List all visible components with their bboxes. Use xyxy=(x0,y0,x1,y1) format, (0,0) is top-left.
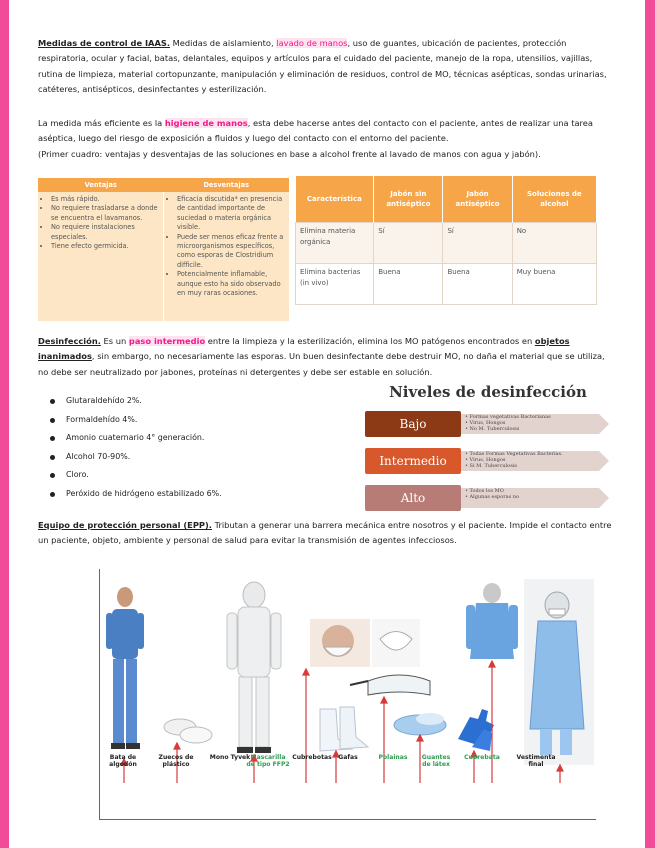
epp-label: Mono Tyvek xyxy=(209,754,251,761)
list-item-text: Formaldehído 4%. xyxy=(66,414,138,424)
bullet-icon xyxy=(50,436,55,441)
level-notes xyxy=(465,414,551,433)
comparison-cell: Buena xyxy=(443,264,512,305)
level-note: • No M. Tuberculosis xyxy=(465,426,551,432)
level-label-text: Intermedio xyxy=(379,454,447,468)
highlight-lavado: lavado de manos xyxy=(276,38,348,48)
section-epp xyxy=(38,518,614,549)
list-item xyxy=(50,470,222,489)
goggles-icon xyxy=(350,675,430,695)
comparison-cell: Muy buena xyxy=(512,264,596,305)
level-notes xyxy=(465,451,563,470)
section-iaas xyxy=(38,36,610,98)
comparison-cell: Sí xyxy=(443,223,512,264)
level-note: • Si M. Tuberculosis xyxy=(465,463,563,469)
list-item-text: Amonio cuaternario 4° generación. xyxy=(66,433,205,442)
comparison-table xyxy=(295,176,597,305)
bullet-icon xyxy=(50,399,55,404)
scrubs-figure-icon xyxy=(106,587,144,749)
full-ppe-figure-icon xyxy=(524,579,594,765)
section-higiene xyxy=(38,116,614,162)
bold-objetos-inanimados: objetos inanimados xyxy=(38,336,570,362)
ventaja-item: • No requiere trasladarse a donde se encuentra el lavamanos. xyxy=(51,204,160,223)
epp-label: Gafas xyxy=(338,754,358,761)
section-higiene-text: La medida más eficiente es la xyxy=(38,118,165,128)
level-note: • Todos los MO xyxy=(465,488,519,494)
level-notes xyxy=(465,488,519,500)
disinfection-levels-graphic xyxy=(363,383,613,513)
list-item-text: Peróxido de hidrógeno estabilizado 6%. xyxy=(66,488,222,498)
epp-label: Polainas xyxy=(378,754,408,761)
list-item xyxy=(50,433,222,452)
list-item-text: Glutaraldehído 2%. xyxy=(66,396,142,405)
ventajas-cell xyxy=(38,192,164,321)
section-higiene-text-2: , esta debe hacerse antes del contacto con el paciente, antes de realizar una tarea aséptica, luego del riesgo de exposición a fluidos y luego del contacto con el entorno del paciente. xyxy=(38,118,593,144)
ventajas-table xyxy=(38,178,289,321)
desventajas-header: Desventajas xyxy=(164,178,290,192)
level-label xyxy=(365,485,461,511)
bullet-icon xyxy=(50,473,55,478)
section-iaas-text-2: , uso de guantes, ubicación de pacientes, protección respiratoria, ocular y facial, batas, delantales, equipos y artículos para el cuidado del paciente, manejo de la ropa, utensilios, vajillas, rutina de limpieza, material cortopunzante, manipulación y eliminación de residuos, control de MO, técnicas asépticas, sondas urinarias, catéteres, antisépticos, desinfectantes y esterilización. xyxy=(38,38,607,95)
tyvek-suit-icon xyxy=(227,582,281,753)
mask-photo-icon xyxy=(310,619,420,667)
bullet-icon xyxy=(50,418,55,423)
epp-label: Guantes de látex xyxy=(421,754,451,769)
ventajas-header: Ventajas xyxy=(38,178,164,192)
levels-title: Niveles de desinfección xyxy=(389,383,587,401)
level-note: • Formas vegetativas Bacterianas xyxy=(465,414,551,420)
epp-label: Mascarilla de tipo FFP2 xyxy=(246,754,290,769)
level-label-text: Alto xyxy=(400,491,426,505)
page-border-left xyxy=(0,0,9,848)
level-label xyxy=(365,448,461,474)
comparison-cell: Buena xyxy=(374,264,443,305)
level-row-alto xyxy=(363,485,613,511)
epp-label: Bata de algodón xyxy=(109,754,137,769)
desinfeccion-text-3: , sin embargo, no necesariamente las esporas. Un buen desinfectante debe destruir MO, no daña el material que se utiliza, no debe ser neutralizado por jabones, proteínas ni detergentes y debe ser estable en solución. xyxy=(38,351,605,377)
level-row-intermedio xyxy=(363,448,613,474)
epp-label: Vestimenta final xyxy=(516,754,556,769)
clogs-icon xyxy=(164,719,212,743)
level-row-bajo xyxy=(363,411,613,437)
level-note: • Virus, Hongos xyxy=(465,457,563,463)
level-note: • Algunas esporas no xyxy=(465,494,519,500)
disinfectant-list xyxy=(50,396,222,507)
comparison-header: Característica xyxy=(296,176,374,223)
epp-label: Zuecos de plástico xyxy=(158,754,194,769)
desventaja-item: • Potencialmente inflamable, aunque esto ha sido observado en muy raras ocasiones. xyxy=(177,270,286,298)
highlight-higiene: higiene de manos xyxy=(164,118,248,128)
epp-label: Cubrebata xyxy=(464,754,500,761)
comparison-header: Soluciones de alcohol xyxy=(512,176,596,223)
section-desinfeccion xyxy=(38,334,614,380)
bullet-icon xyxy=(50,492,55,497)
comparison-cell: Sí xyxy=(374,223,443,264)
section-epp-heading: Equipo de protección personal (EPP). xyxy=(38,520,212,530)
gloves-icon xyxy=(458,709,494,751)
comparison-cell: Elimina materia orgánica xyxy=(296,223,374,264)
list-item-text: Cloro. xyxy=(66,470,89,479)
list-item xyxy=(50,396,222,415)
comparison-header: Jabón sin antiséptico xyxy=(374,176,443,223)
list-item-text: Alcohol 70-90%. xyxy=(66,451,131,461)
list-item xyxy=(50,452,222,471)
comparison-cell: Elimina bacterias (in vivo) xyxy=(296,264,374,305)
level-note: • Todas Formas Vegetativas Bacterias. xyxy=(465,451,563,457)
ventaja-item: • Es más rápido. xyxy=(51,195,160,204)
desventajas-cell xyxy=(164,192,290,321)
gown-icon xyxy=(466,583,518,659)
comparison-header: Jabón antiséptico xyxy=(443,176,512,223)
desinfeccion-text: Es un xyxy=(100,336,129,346)
leg-covers-icon xyxy=(394,713,446,735)
epp-text: Tributan a generar una barrera mecánica entre nosotros y el paciente. Impide el contacto entre un paciente, objeto, ambiente y personal de salud para evitar la transmisión de agentes infecciosos. xyxy=(38,520,612,546)
bullet-icon xyxy=(50,455,55,460)
desventaja-item: • Eficacia discutida* en presencia de cantidad importante de suciedad o materia orgánica visible. xyxy=(177,195,286,233)
level-note: • Virus, Hongos xyxy=(465,420,551,426)
section-desinfeccion-heading: Desinfección. xyxy=(38,336,101,346)
ventaja-item: • Tiene efecto germicida. xyxy=(51,242,160,251)
level-label xyxy=(365,411,461,437)
page-border-right xyxy=(645,0,655,848)
section-iaas-heading: Medidas de control de IAAS. xyxy=(38,38,171,48)
comparison-cell: No xyxy=(512,223,596,264)
list-item xyxy=(50,415,222,434)
ventaja-item: • No requiere instalaciones especiales. xyxy=(51,223,160,242)
highlight-paso-intermedio: paso intermedio xyxy=(128,336,206,346)
desventaja-item: • Puede ser menos eficaz frente a microorganismos específicos, como esporas de Clostridium difficile. xyxy=(177,233,286,271)
epp-label: Cubrebotas xyxy=(292,754,332,761)
level-label-text: Bajo xyxy=(399,417,427,431)
table-note: (Primer cuadro: ventajas y desventajas de las soluciones en base a alcohol frente al lavado de manos con agua y jabón). xyxy=(38,148,541,159)
shoe-covers-icon xyxy=(320,707,368,751)
section-iaas-text: Medidas de aislamiento, xyxy=(170,38,277,48)
desinfeccion-text-2: entre la limpieza y la esterilización, elimina los MO patógenos encontrados en xyxy=(205,336,535,346)
list-item xyxy=(50,489,222,508)
epp-labels xyxy=(38,754,618,789)
